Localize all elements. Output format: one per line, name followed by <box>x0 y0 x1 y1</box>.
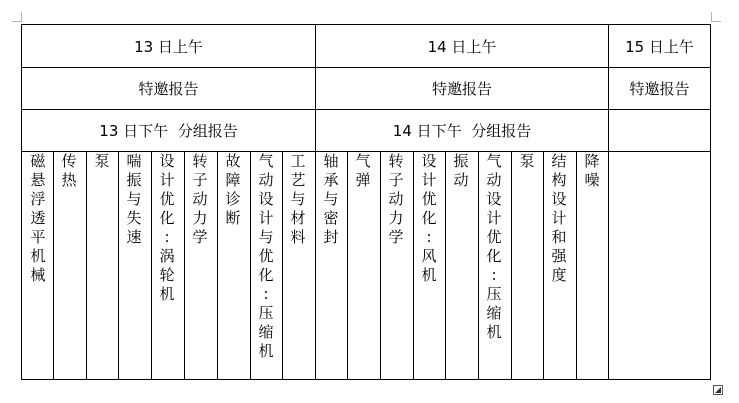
invited-talks-day15: 特邀报告 <box>629 80 690 98</box>
table-rule <box>380 151 381 380</box>
session-char: 学 <box>388 228 404 246</box>
session-char: : <box>426 228 432 246</box>
session-char: 设 <box>551 190 567 208</box>
session-char: 动 <box>453 171 469 189</box>
session-char: 与 <box>290 190 306 208</box>
session-char: : <box>263 285 269 303</box>
session-char: 磁 <box>30 152 46 170</box>
session-char: 设 <box>486 190 502 208</box>
session-char: 计 <box>486 209 502 227</box>
session-char: 轮 <box>159 266 175 284</box>
session-char: 化 <box>486 247 502 265</box>
session-char: 密 <box>323 209 339 227</box>
session-char: 压 <box>258 304 274 322</box>
session-column <box>157 152 177 304</box>
session-column <box>190 152 210 247</box>
session-char: 艺 <box>290 171 306 189</box>
session-char: 械 <box>30 266 46 284</box>
session-column <box>549 152 569 285</box>
session-char: 故 <box>225 152 241 170</box>
session-char: 优 <box>421 190 437 208</box>
session-char: 振 <box>453 152 469 170</box>
session-char: 风 <box>421 247 437 265</box>
session-char: 计 <box>159 171 175 189</box>
session-char: 度 <box>551 266 567 284</box>
session-char: 机 <box>30 247 46 265</box>
session-char: 缩 <box>258 323 274 341</box>
session-char: 和 <box>551 228 567 246</box>
session-char: 气 <box>355 152 371 170</box>
table-rule <box>576 151 577 380</box>
table-corner-marker-right <box>711 12 721 22</box>
session-char: 泵 <box>519 152 535 170</box>
session-char: 速 <box>126 228 142 246</box>
table-rule <box>543 151 544 380</box>
table-corner-marker-left <box>12 12 22 22</box>
session-char: 噪 <box>584 171 600 189</box>
session-char: 转 <box>388 152 404 170</box>
session-char: 涡 <box>159 247 175 265</box>
session-char: 机 <box>258 342 274 360</box>
session-char: 障 <box>225 171 241 189</box>
session-char: 设 <box>421 152 437 170</box>
session-char: 子 <box>388 171 404 189</box>
session-char: 与 <box>126 190 142 208</box>
session-column <box>288 152 308 247</box>
session-char: 机 <box>486 323 502 341</box>
session-char: 计 <box>421 171 437 189</box>
session-char: 轴 <box>323 152 339 170</box>
session-char: 转 <box>192 152 208 170</box>
header-day15-morning: 15 日上午 <box>625 37 694 56</box>
table-rule <box>347 151 348 380</box>
table-rule <box>413 151 414 380</box>
table-rule <box>250 151 251 380</box>
table-rule <box>217 151 218 380</box>
session-char: 强 <box>551 247 567 265</box>
table-rule <box>86 151 87 380</box>
session-column <box>28 152 48 285</box>
session-char: 计 <box>551 209 567 227</box>
session-char: 子 <box>192 171 208 189</box>
session-char: : <box>164 228 170 246</box>
table-rule <box>478 151 479 380</box>
session-char: 气 <box>258 152 274 170</box>
session-char: 动 <box>486 171 502 189</box>
parallel-sessions-day14: 14 日下午 分组报告 <box>392 122 532 140</box>
session-char: 材 <box>290 209 306 227</box>
session-char: 气 <box>486 152 502 170</box>
session-char: 承 <box>323 171 339 189</box>
session-char: 透 <box>30 209 46 227</box>
session-column <box>517 152 537 171</box>
schedule-table <box>21 24 711 380</box>
session-char: 动 <box>388 190 404 208</box>
session-char: 悬 <box>30 171 46 189</box>
session-char: 热 <box>61 171 77 189</box>
session-char: : <box>491 266 497 284</box>
session-char: 料 <box>290 228 306 246</box>
session-char: 设 <box>159 152 175 170</box>
header-day13-morning: 13 日上午 <box>134 37 203 56</box>
session-char: 化 <box>258 266 274 284</box>
session-char: 优 <box>159 190 175 208</box>
session-column <box>419 152 439 285</box>
session-column <box>321 152 341 247</box>
session-char: 压 <box>486 285 502 303</box>
session-char: 化 <box>421 209 437 227</box>
session-column <box>386 152 406 247</box>
session-char: 平 <box>30 228 46 246</box>
table-rule <box>118 151 119 380</box>
session-char: 结 <box>551 152 567 170</box>
session-char: 泵 <box>94 152 110 170</box>
session-char: 缩 <box>486 304 502 322</box>
parallel-sessions-day15 <box>609 110 710 151</box>
session-column <box>59 152 79 190</box>
session-char: 构 <box>551 171 567 189</box>
session-char: 断 <box>225 209 241 227</box>
resize-handle-icon[interactable] <box>713 385 723 395</box>
session-column <box>451 152 471 190</box>
session-char: 动 <box>192 190 208 208</box>
session-char: 降 <box>584 152 600 170</box>
parallel-sessions-day13: 13 日下午 分组报告 <box>99 122 238 140</box>
session-column <box>256 152 276 361</box>
session-char: 优 <box>258 247 274 265</box>
session-column <box>582 152 602 190</box>
session-char: 优 <box>486 228 502 246</box>
session-char: 封 <box>323 228 339 246</box>
session-column <box>223 152 243 228</box>
table-rule <box>445 151 446 380</box>
table-rule <box>511 151 512 380</box>
session-char: 弹 <box>355 171 371 189</box>
session-column <box>124 152 144 247</box>
header-day14-morning: 14 日上午 <box>427 37 497 56</box>
session-char: 浮 <box>30 190 46 208</box>
session-char: 力 <box>192 209 208 227</box>
session-char: 与 <box>258 228 274 246</box>
table-rule <box>710 24 711 380</box>
session-char: 工 <box>290 152 306 170</box>
invited-talks-day14: 特邀报告 <box>431 80 492 98</box>
session-char: 动 <box>258 171 274 189</box>
session-column <box>92 152 112 171</box>
session-char: 振 <box>126 171 142 189</box>
session-char: 机 <box>421 266 437 284</box>
table-rule <box>282 151 283 380</box>
session-char: 机 <box>159 285 175 303</box>
table-rule <box>184 151 185 380</box>
session-char: 计 <box>258 209 274 227</box>
session-char: 设 <box>258 190 274 208</box>
session-char: 学 <box>192 228 208 246</box>
session-column <box>484 152 504 342</box>
session-column <box>353 152 373 190</box>
table-rule <box>53 151 54 380</box>
session-char: 力 <box>388 209 404 227</box>
table-rule <box>151 151 152 380</box>
session-char: 化 <box>159 209 175 227</box>
session-char: 与 <box>323 190 339 208</box>
session-char: 失 <box>126 209 142 227</box>
session-char: 喘 <box>126 152 142 170</box>
session-char: 传 <box>61 152 77 170</box>
session-char: 诊 <box>225 190 241 208</box>
invited-talks-day13: 特邀报告 <box>138 80 199 98</box>
